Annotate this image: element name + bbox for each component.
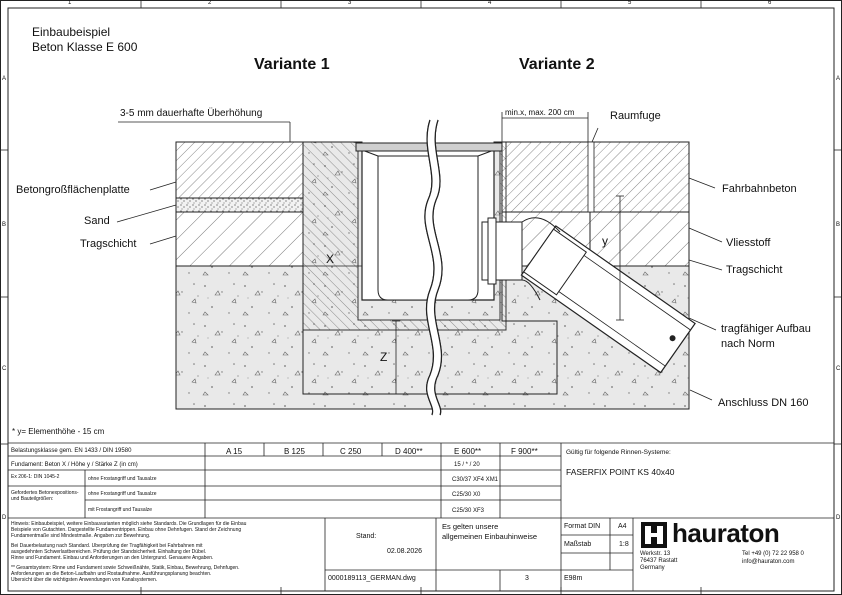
address-street: Werkstr. 13 — [640, 551, 671, 557]
title-line1: Einbaubeispiel — [32, 25, 111, 39]
page-number: 3 — [525, 575, 529, 582]
grid-col-6: 6 — [768, 0, 772, 6]
table-row-a-value: C30/37 XF4 XM1 — [452, 477, 499, 483]
note-line: Bei Dauerbelastung nach Standard. Überprüfung der Tragfähigkeit bei Fahrbahnen mit — [11, 543, 203, 549]
contact-tel: Tel +49 (0) 72 22 958 0 — [742, 551, 804, 557]
label-aufbau-line2: nach Norm — [721, 338, 775, 350]
footer-notes — [11, 521, 321, 583]
note-line: Anforderungen an die Beton-Laufbahn und Rostaufnahme. Ausführungsplanung beachten. — [11, 571, 212, 577]
grid-col-2: 2 — [208, 0, 212, 6]
label-x: X — [326, 252, 335, 266]
note-line: Beispiele von Gutachten. Dargestellte Fundamentrippen. Einbau ohne Dehnfugen. Stand der Zeichnung — [11, 527, 242, 533]
stand-label: Stand: — [356, 533, 377, 540]
left-sand — [176, 198, 303, 212]
footnote: * y= Elementhöhe - 15 cm — [12, 427, 105, 436]
massstab-label: Maßstab — [564, 541, 592, 548]
grid-row-a: A — [2, 76, 7, 82]
note-line: Fundamentmaße sind Mindestmaße. Angaben zur Bewehrung. — [11, 533, 151, 539]
grid-col-5: 5 — [628, 0, 632, 6]
grid-row-d-right: D — [836, 515, 841, 521]
class-c250: C 250 — [340, 447, 362, 456]
class-b125: B 125 — [284, 447, 305, 456]
contact-email: info@hauraton.com — [742, 559, 795, 565]
grid-row-c: C — [2, 366, 7, 372]
grid-row-d: D — [2, 515, 7, 521]
gelten-line2: allgemeinen Einbauhinweise — [442, 532, 538, 541]
address-city: 76437 Rastatt — [640, 558, 678, 564]
grid-col-1: 1 — [68, 0, 72, 6]
label-y: y — [602, 234, 608, 248]
table-belastung: Belastungsklasse gem. EN 1433 / DIN 19580 — [11, 448, 132, 454]
note-line: Rinne und Fundament. Einbau und Anforderungen an den Untergrund. Genauere Angaben. — [11, 555, 214, 561]
expansion-joint — [588, 142, 594, 212]
table-system: FASERFIX POINT KS 40x40 — [566, 467, 675, 477]
variant2-title: Variante 2 — [519, 56, 595, 73]
table-row-c-value: C25/30 XF3 — [452, 508, 485, 514]
left-tragschicht — [176, 212, 303, 266]
label-minmax: min.x, max. 200 cm — [505, 108, 575, 117]
grid-row-c-right: C — [836, 366, 841, 372]
label-fahrbahnbeton: Fahrbahnbeton — [722, 183, 797, 195]
label-tragschicht-left: Tragschicht — [80, 238, 137, 250]
title-line2: Beton Klasse E 600 — [32, 40, 138, 54]
drawing-number: 0000189113_GERMAN.dwg — [328, 575, 416, 582]
format-label: Format DIN — [564, 523, 601, 530]
grid-row-b-right: B — [836, 222, 841, 228]
table-fund-value: 15 / * / 20 — [454, 462, 480, 468]
label-z: Z — [380, 350, 388, 364]
note-line: Übersicht über die wichtigsten Anwendungen von Kanalsystemen. — [11, 577, 158, 583]
drawing-code: E98m — [564, 575, 583, 582]
gelten-line1: Es gelten unsere — [442, 522, 499, 531]
hauraton-logo: hauraton — [672, 518, 780, 548]
stand-date: 02.08.2026 — [387, 548, 423, 555]
label-raumfuge: Raumfuge — [610, 110, 661, 122]
note-line: ** Gesamtsystem: Rinne und Fundament sowie Schweißnähte, Statik, Einbau, Bewehrung, Dehnfugen. — [11, 565, 240, 571]
table-row-b-value: C25/30 X0 — [452, 492, 481, 498]
table-row-a: Ex 206-1: DIN 1045-2 — [11, 474, 60, 480]
format-value: A4 — [618, 523, 627, 530]
hauraton-logo-icon — [641, 522, 667, 548]
note-line: ausgedehnten Schwerlastbereichen. Prüfung der Standsicherheit. Einhaltung der Dübel. — [11, 549, 207, 555]
table-row-b: Gefordertes Betonexpositions- und Bauteilgrößen: — [11, 490, 79, 502]
grid-row-a-right: A — [836, 76, 841, 82]
grid-row-b: B — [2, 222, 7, 228]
grid-col-4: 4 — [488, 0, 492, 6]
label-ueberhoehung: 3-5 mm dauerhafte Überhöhung — [120, 108, 263, 119]
label-tragschicht-right: Tragschicht — [726, 264, 783, 276]
label-sand: Sand — [84, 215, 110, 227]
right-road-concrete — [502, 142, 689, 212]
note-line: Hinweis: Einbaubeispiel, weitere Einbauvarianten möglich siehe Standards. Die Grundlagen für die Einbau — [11, 521, 247, 527]
class-d400: D 400** — [395, 447, 423, 456]
class-e600: E 600** — [454, 447, 482, 456]
leader-ueberhoehung — [118, 122, 290, 142]
table-row-a-text: ohne Frostangriff und Tausalze — [88, 476, 157, 482]
label-vliesstoff: Vliesstoff — [726, 237, 771, 249]
table-row-c-text: mit Frostangriff und Tausalze — [88, 507, 153, 513]
table-gueltig: Gültig für folgende Rinnen-Systeme: — [566, 449, 671, 456]
address-country: Germany — [640, 565, 665, 571]
label-betonplatte: Betongroßflächenplatte — [16, 184, 130, 196]
table-fundament: Fundament: Beton X / Höhe y / Stärke Z (in cm) — [11, 462, 138, 468]
table-row-b-text: ohne Frostangriff und Tausalze — [88, 491, 157, 497]
class-f900: F 900** — [511, 447, 538, 456]
variant1-title: Variante 1 — [254, 56, 330, 73]
label-anschluss: Anschluss DN 160 — [718, 397, 809, 409]
class-a15: A 15 — [226, 447, 243, 456]
left-paving-slab — [176, 142, 303, 198]
grid-col-3: 3 — [348, 0, 352, 6]
massstab-value: 1:8 — [619, 541, 629, 548]
label-aufbau-line1: tragfähiger Aufbau — [721, 323, 811, 335]
